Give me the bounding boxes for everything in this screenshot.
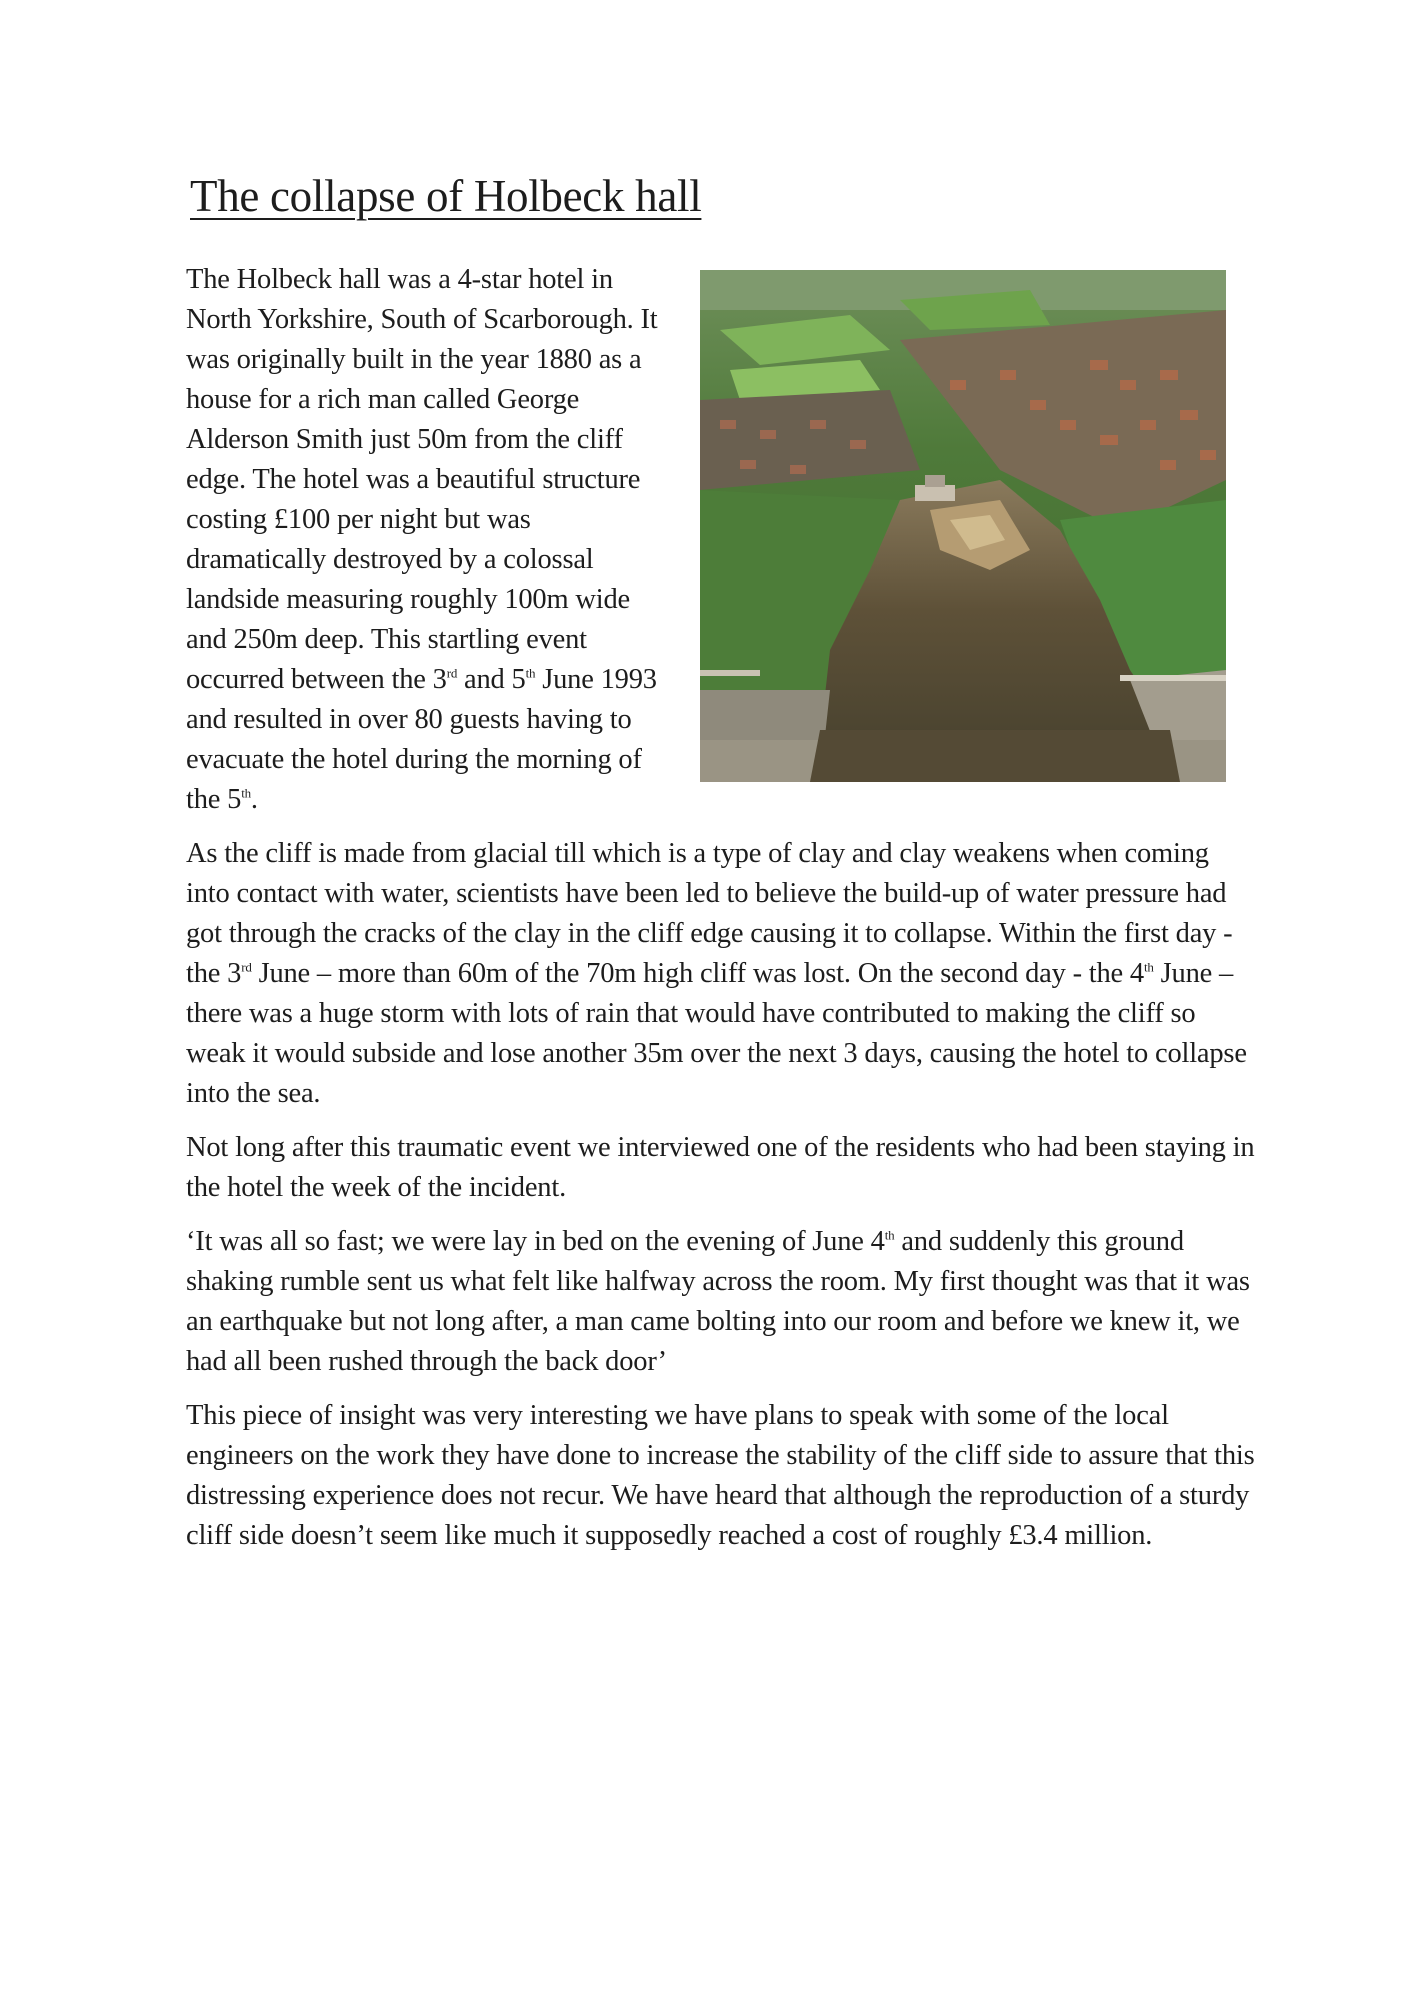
intro-sup-3: th [241,785,251,801]
intro-sup-2: th [525,665,536,681]
cause-text-1: As the cliff is made from glacial till which is a type of clay and clay weakens when coming into contact with water, scientists have been led to believe the build-up of water pressure had got through the cracks of the clay in the cliff edge causing it to collapse. Within the first day - the 3 [186,838,1233,989]
cause-sup-2: th [1143,959,1154,975]
intro-text-4: . [250,784,258,815]
intro-sup-1: rd [446,665,458,681]
page-title: The collapse of Holbeck hall [190,171,702,221]
intro-text-3: June 1993 and resulted in over 80 guests having to evacuate the hotel during the morning of the 5 [186,664,657,815]
intro-text-1: The Holbeck hall was a 4-star hotel in North Yorkshire, South of Scarborough. It was originally built in the year 1880 as a house for a rich man called George Alderson Smith just 50m from the cliff edge. The hotel was a beautiful structure costing £100 per night but was dramatically destroyed by a colossal landside measuring roughly 100m wide and 250m deep. This startling event occurred between the 3 [186,264,658,695]
aerial-landslide-photo-icon [700,270,1226,782]
quote-text-1: ‘It was all so fast; we were lay in bed on the evening of June 4 [186,1226,885,1257]
quote-sup-1: th [884,1227,895,1243]
interview-intro-paragraph: Not long after this traumatic event we interviewed one of the residents who had been staying in the hotel the week of the incident. [186,1132,1255,1203]
cause-text-3: June – there was a huge storm with lots of rain that would have contributed to making the cliff so weak it would subside and lose another 35m over the next 3 days, causing the hotel to collapse into the sea. [186,958,1247,1109]
landslide-photo [700,270,1226,782]
cause-sup-1: rd [241,959,252,975]
conclusion-paragraph: This piece of insight was very interesting we have plans to speak with some of the local engineers on the work they have done to increase the stability of the cliff side to assure that this distressing experience does not recur. We have heard that although the reproduction of a sturdy cliff side doesn’t seem like much it supposedly reached a cost of roughly £3.4 million. [186,1400,1255,1551]
intro-text-2: and 5 [457,664,526,695]
cause-text-2: June – more than 60m of the 70m high cliff was lost. On the second day - the 4 [251,958,1144,989]
cause-paragraph [186,834,1256,1114]
quote-text-2: and suddenly this ground shaking rumble sent us what felt like halfway across the room. My first thought was that it was an earthquake but not long after, a man came bolting into our room and before we knew it, we had all been rushed through the back door’ [186,1226,1250,1377]
document-page [186,170,1256,1570]
resident-quote-paragraph [186,1222,1256,1382]
